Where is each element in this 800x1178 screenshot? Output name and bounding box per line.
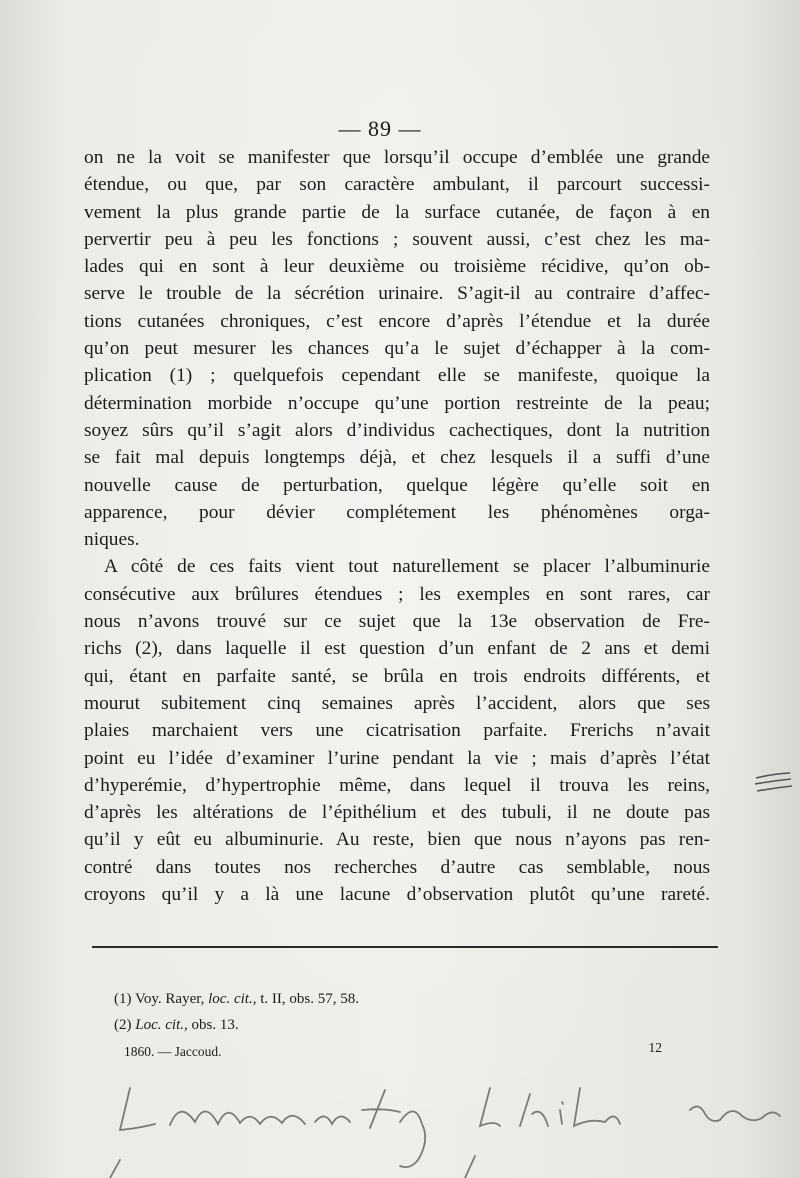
text-line: tions cutanées chroniques, c’est encore d’après l’étendue et la durée (84, 310, 710, 332)
text-line: croyons qu’il y a là une lacune d’observation plutôt qu’une rareté. (84, 884, 710, 906)
margin-pencil-mark-icon (752, 770, 794, 796)
footnote-1 (114, 986, 714, 1012)
footnote-mark: (1) (114, 991, 132, 1007)
text-line: détermination morbide n’occupe qu’une portion restreinte de la peau; (84, 392, 710, 414)
text-line: étendue, ou que, par son caractère ambulant, il parcourt successi- (84, 174, 710, 196)
printer-signature: 1860. — Jaccoud. (124, 1044, 222, 1059)
text-line: nouvelle cause de perturbation, quelque légère qu’elle soit en (84, 474, 710, 496)
text-line: apparence, pour dévier complétement les phénomènes orga- (84, 501, 710, 523)
text-line: niques. (84, 529, 140, 551)
signature-row (124, 1040, 684, 1064)
sheet-number: 12 (648, 1040, 662, 1055)
text-line: plaies marchaient vers une cicatrisation parfaite. Frerichs n’avait (84, 720, 710, 742)
text-line: mourut subitement cinq semaines après l’accident, alors que ses (84, 692, 710, 714)
text-line: qu’on peut mesurer les chances qu’a le sujet d’échapper à la com- (84, 338, 710, 360)
text-line: serve le trouble de la sécrétion urinaire. S’agit-il au contraire d’affec- (84, 283, 710, 305)
paragraph-start-line: A côté de ces faits vient tout naturellement se placer l’albuminurie (104, 556, 710, 578)
text-line: d’après les altérations de l’épithélium et des tubuli, il ne doute pas (84, 802, 710, 824)
footnote-rule (92, 946, 718, 948)
footnote-citation: Loc. cit. (135, 1017, 184, 1033)
text-line: richs (2), dans laquelle il est question d’un enfant de 2 ans et demi (84, 638, 710, 660)
footnote-text: Voy. Rayer, (134, 991, 209, 1007)
page-number: — 89 — (338, 116, 422, 141)
text-line: point eu l’idée d’examiner l’urine pendant la vie ; mais d’après l’état (84, 747, 710, 769)
text-line: d’hyperémie, d’hypertrophie même, dans lequel il trouva les reins, (84, 774, 710, 796)
text-line: contré dans toutes nos recherches d’autre cas semblable, nous (84, 856, 710, 878)
footnote-text: , t. II, obs. 57, 58. (252, 991, 359, 1007)
text-line: pervertir peu à peu les fonctions ; souvent aussi, c’est chez les ma- (84, 228, 710, 250)
handwritten-pencil-annotation-icon (100, 1080, 790, 1178)
footnote-text: , obs. 13. (184, 1017, 239, 1033)
body-text (84, 144, 710, 908)
text-line: qui, étant en parfaite santé, se brûla en trois endroits différents, et (84, 665, 710, 687)
text-line: nous n’avons trouvé sur ce sujet que la 13e observation de Fre- (84, 611, 710, 633)
text-line: vement la plus grande partie de la surface cutanée, de façon à en (84, 201, 710, 223)
text-line: soyez sûrs qu’il s’agit alors d’individus cachectiques, dont la nutrition (84, 419, 710, 441)
text-line: plication (1) ; quelquefois cependant elle se manifeste, quoique la (84, 365, 710, 387)
text-line: lades qui en sont à leur deuxième ou troisième récidive, qu’on ob- (84, 256, 710, 278)
footnote-2 (114, 1012, 714, 1038)
footnote-citation: loc. cit. (208, 991, 253, 1007)
text-line: se fait mal depuis longtemps déjà, et chez lesquels il a suffi d’une (84, 447, 710, 469)
text-line: on ne la voit se manifester que lorsqu’il occupe d’emblée une grande (84, 147, 710, 168)
text-line: qu’il y eût eu albuminurie. Au reste, bien que nous n’ayons pas ren- (84, 829, 710, 851)
footnotes (114, 986, 714, 1038)
text-line: consécutive aux brûlures étendues ; les exemples en sont rares, car (84, 583, 710, 605)
footnote-mark: (2) (114, 1017, 132, 1033)
